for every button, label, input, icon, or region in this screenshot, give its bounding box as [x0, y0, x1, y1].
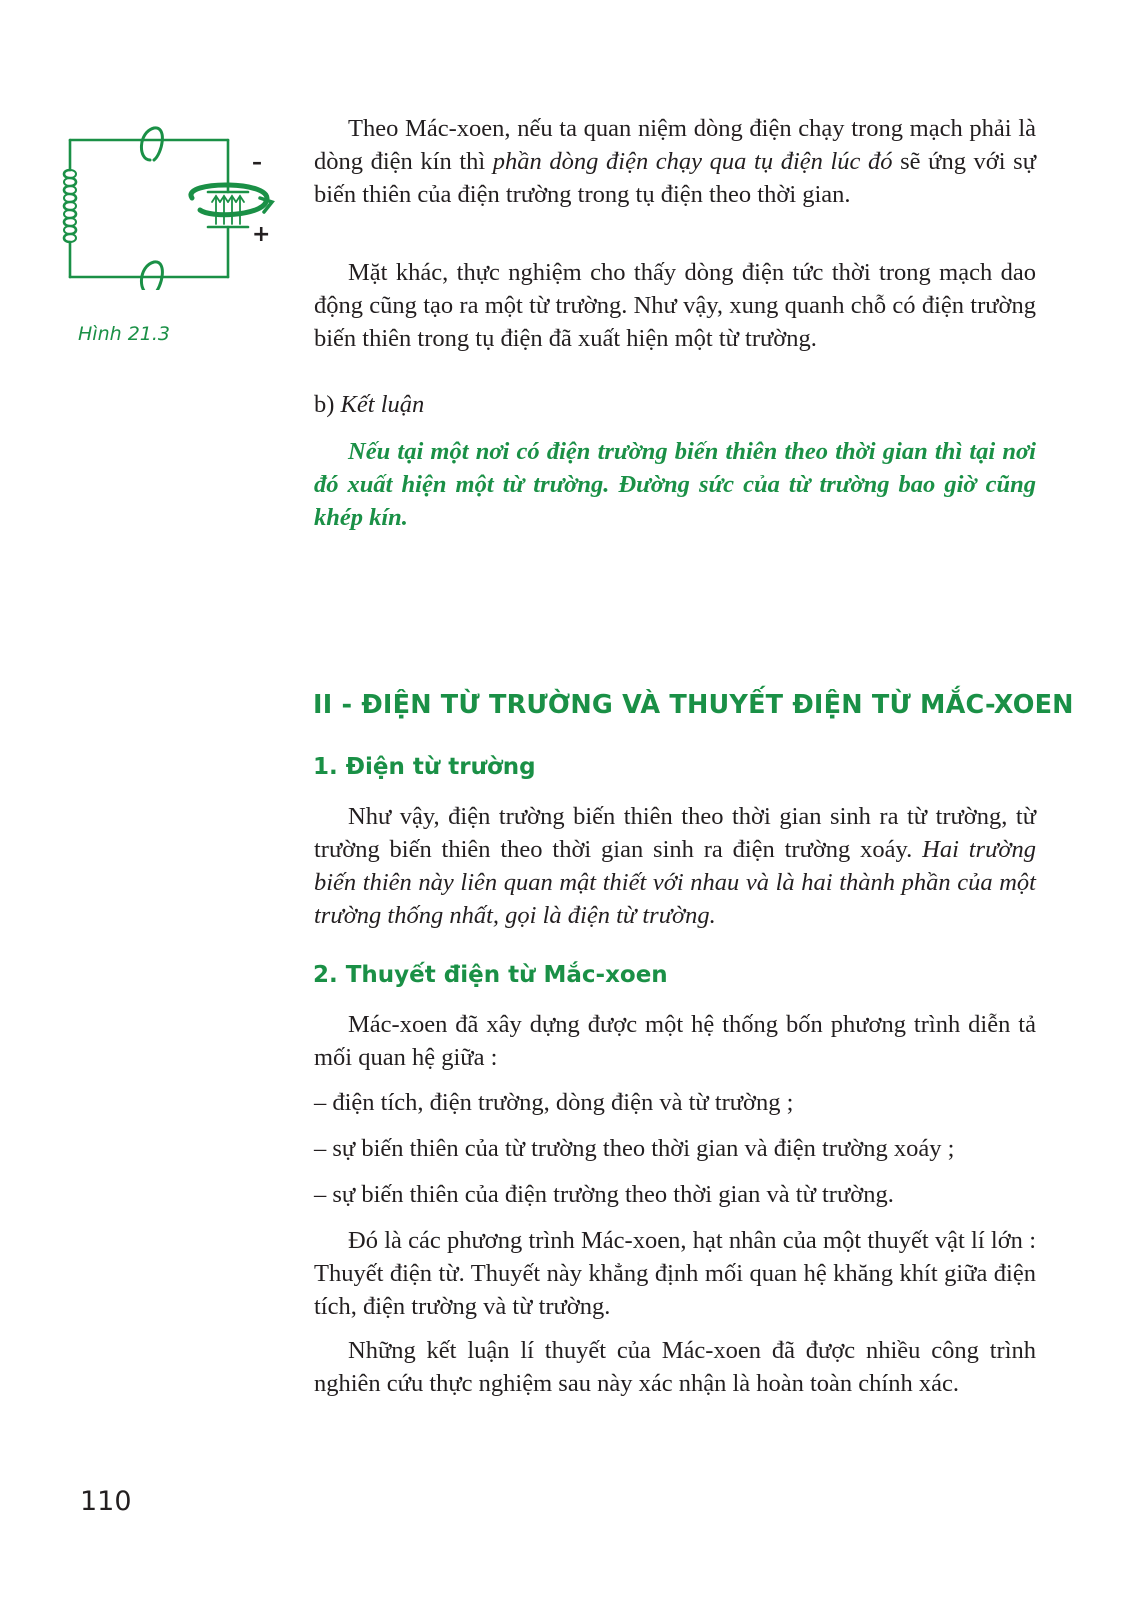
page-number: 110 — [80, 1486, 132, 1517]
subsection-1-title: 1. Điện từ trường — [313, 754, 536, 780]
paragraph-1-part-a: Theo Mác-xoen, nếu ta quan niệm dòng điện chạy trong mạch phải là dòng điện kín thì — [314, 115, 1036, 175]
subsection-2-paragraph-1: Mác-xoen đã xây dựng được một hệ thống bốn phương trình diễn tả mối quan hệ giữa : — [314, 1011, 1036, 1071]
subsection-1-paragraph-emphasis: Hai trường biến thiên này liên quan mật thiết với nhau và là hai thành phần của một trường thống nhất, gọi là điện từ trường. — [314, 836, 1037, 929]
subsection-2-title: 2. Thuyết điện từ Mắc-xoen — [313, 962, 668, 988]
conclusion-label-text: Kết luận — [340, 391, 425, 418]
paragraph-2: Mặt khác, thực nghiệm cho thấy dòng điện tức thời trong mạch dao động cũng tạo ra một từ trường. Như vậy, xung quanh chỗ có điện trường biến thiên trong tụ điện đã xuất hiện một từ trường. — [314, 259, 1036, 352]
top-field-loop-icon — [141, 128, 162, 160]
inductor-coil-icon — [64, 170, 76, 242]
conclusion-label — [314, 388, 1036, 421]
paragraph-1-part-c: sẽ ứng với sự biến thiên của điện trường trong tụ điện theo thời gian. — [314, 148, 1036, 208]
paragraph-1 — [314, 112, 1036, 211]
plus-sign: + — [252, 222, 271, 247]
subsection-1-paragraph — [314, 800, 1036, 932]
subsection-2-paragraph-3: Những kết luận lí thuyết của Mác-xoen đã được nhiều công trình nghiên cứu thực nghiệm sau này xác nhận là hoàn toàn chính xác. — [314, 1337, 1036, 1397]
paragraph-1-emphasis: phần dòng điện chạy qua tụ điện lúc đó — [492, 148, 893, 175]
minus-sign: – — [252, 150, 262, 174]
conclusion-statement: Nếu tại một nơi có điện trường biến thiên theo thời gian thì tại nơi đó xuất hiện một từ trường. Đường sức của từ trường bao giờ cũng khép kín. — [314, 438, 1036, 531]
circuit-figure — [50, 110, 290, 295]
section-title: II - ĐIỆN TỪ TRƯỜNG VÀ THUYẾT ĐIỆN TỪ MẮC-XOEN — [313, 690, 1074, 720]
list-item: – sự biến thiên của từ trường theo thời gian và điện trường xoáy ; — [314, 1135, 955, 1162]
list-item: – sự biến thiên của điện trường theo thời gian và từ trường. — [314, 1181, 894, 1208]
lc-circuit-diagram — [50, 110, 290, 290]
electric-field-arrows-icon — [212, 196, 244, 224]
conclusion-label-prefix: b) — [314, 391, 341, 418]
figure-caption: Hình 21.3 — [78, 323, 170, 345]
subsection-1-paragraph-a: Như vậy, điện trường biến thiên theo thời gian sinh ra từ trường, từ trường biến thiên theo thời gian sinh ra điện trường xoáy. — [314, 803, 1036, 863]
list-item: – điện tích, điện trường, dòng điện và từ trường ; — [314, 1089, 794, 1116]
subsection-2-paragraph-2: Đó là các phương trình Mác-xoen, hạt nhân của một thuyết vật lí lớn : Thuyết điện từ. Thuyết này khẳng định mối quan hệ khăng khít giữa điện tích, điện trường và từ trường. — [314, 1227, 1036, 1320]
